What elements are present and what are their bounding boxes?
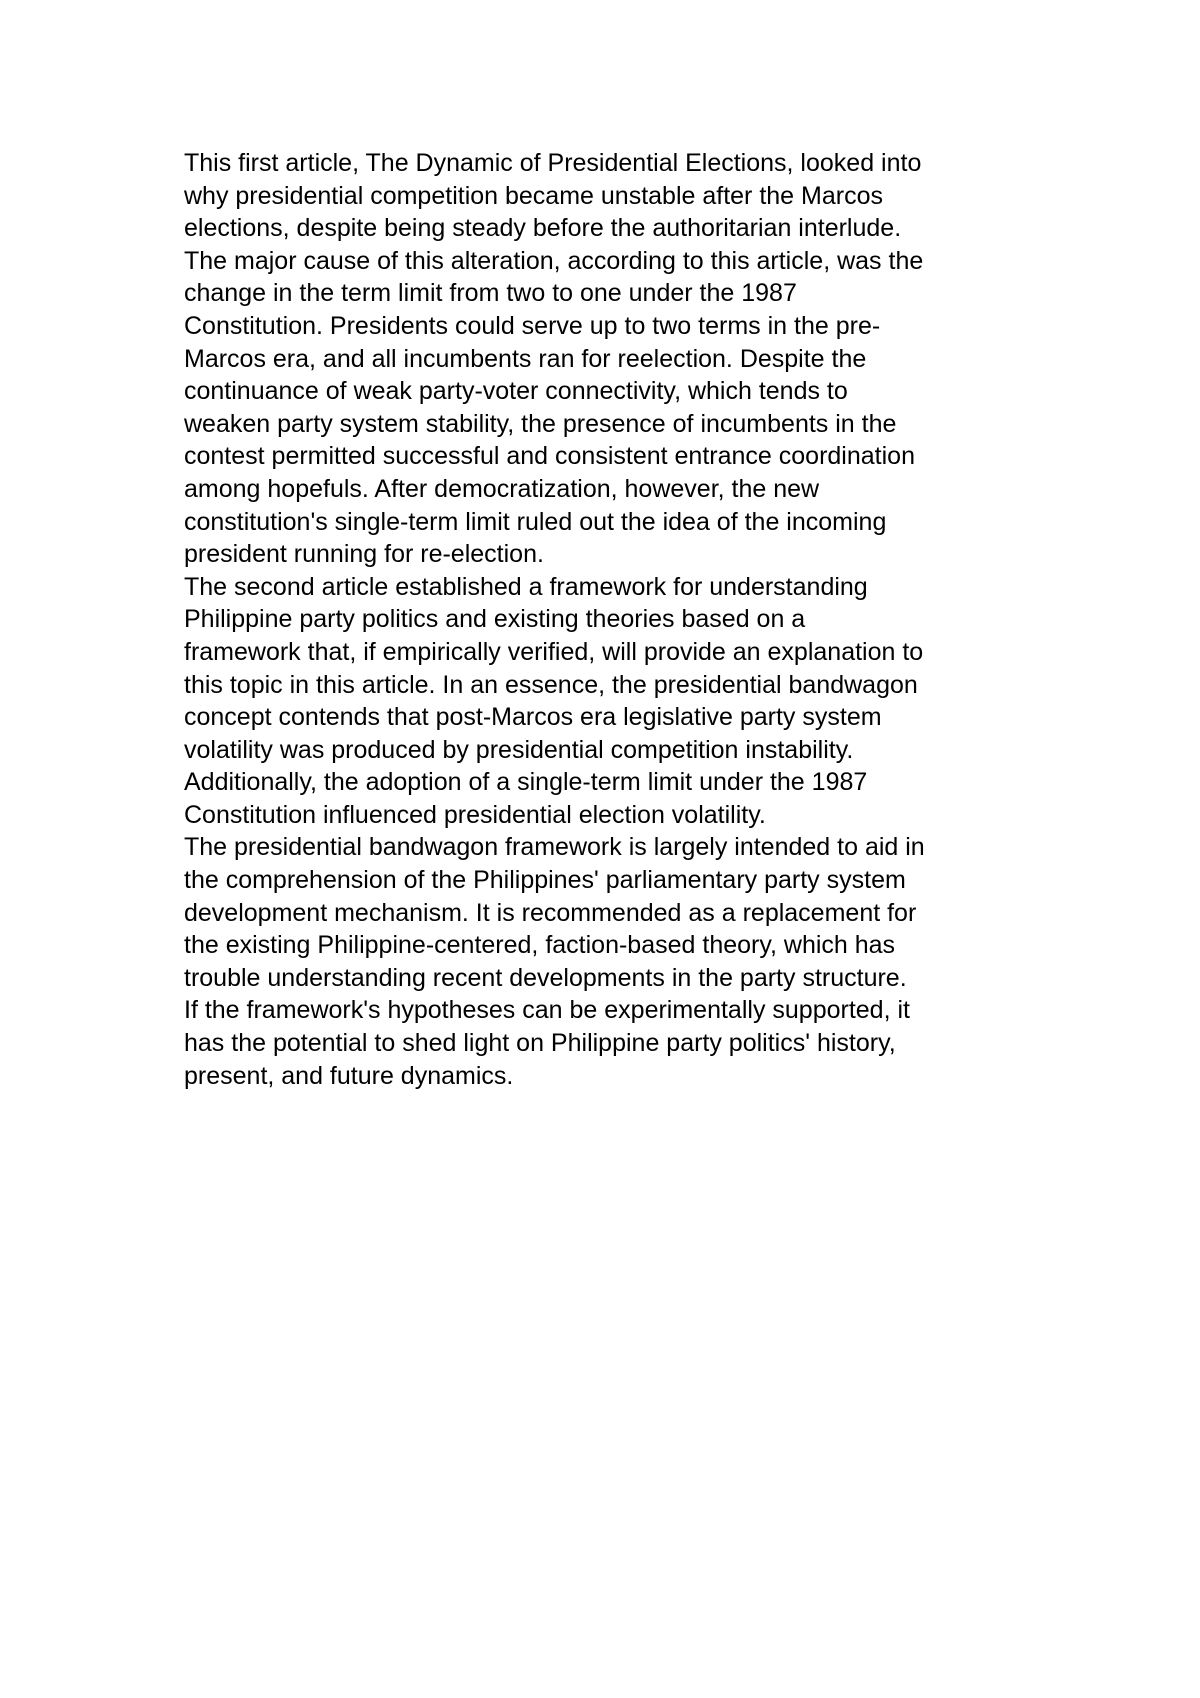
text-line: volatility was produced by presidential competition instability. [184,735,854,764]
text-line: development mechanism. It is recommended as a replacement for [184,898,917,927]
text-line: framework that, if empirically verified, will provide an explanation to [184,637,924,666]
text-line: constitution's single-term limit ruled out the idea of the incoming [184,507,887,536]
text-line: weaken party system stability, the presence of incumbents in the [184,409,897,438]
text-line: president running for re-election. [184,540,544,569]
text-line: concept contends that post-Marcos era legislative party system [184,703,882,732]
text-line: change in the term limit from two to one under the 1987 [184,279,797,308]
text-line: Marcos era, and all incumbents ran for reelection. Despite the [184,344,867,373]
text-line: This first article, The Dynamic of Presidential Elections, looked into [184,149,922,177]
text-line: elections, despite being steady before the authoritarian interlude. [184,214,902,243]
text-line: why presidential competition became unstable after the Marcos [184,181,883,210]
text-line: trouble understanding recent developments in the party structure. [184,963,907,992]
text-line: Constitution. Presidents could serve up to two terms in the pre- [184,311,881,340]
text-line: The major cause of this alteration, according to this article, was the [184,246,924,275]
body-text [184,147,1044,1092]
text-line: among hopefuls. After democratization, however, the new [184,474,820,503]
text-line: has the potential to shed light on Philippine party politics' history, [184,1029,896,1058]
text-line: present, and future dynamics. [184,1061,514,1090]
text-line: If the framework's hypotheses can be experimentally supported, it [184,996,910,1025]
text-line: continuance of weak party-voter connectivity, which tends to [184,377,848,406]
text-line: the comprehension of the Philippines' parliamentary party system [184,866,906,895]
text-line: this topic in this article. In an essence, the presidential bandwagon [184,670,918,699]
text-line: contest permitted successful and consistent entrance coordination [184,442,915,471]
text-line: the existing Philippine-centered, faction-based theory, which has [184,931,896,960]
text-line: The second article established a framework for understanding [184,572,868,601]
text-line: The presidential bandwagon framework is largely intended to aid in [184,833,925,862]
text-line: Philippine party politics and existing theories based on a [184,605,806,634]
text-line: Constitution influenced presidential election volatility. [184,800,766,829]
text-line: Additionally, the adoption of a single-term limit under the 1987 [184,768,868,797]
